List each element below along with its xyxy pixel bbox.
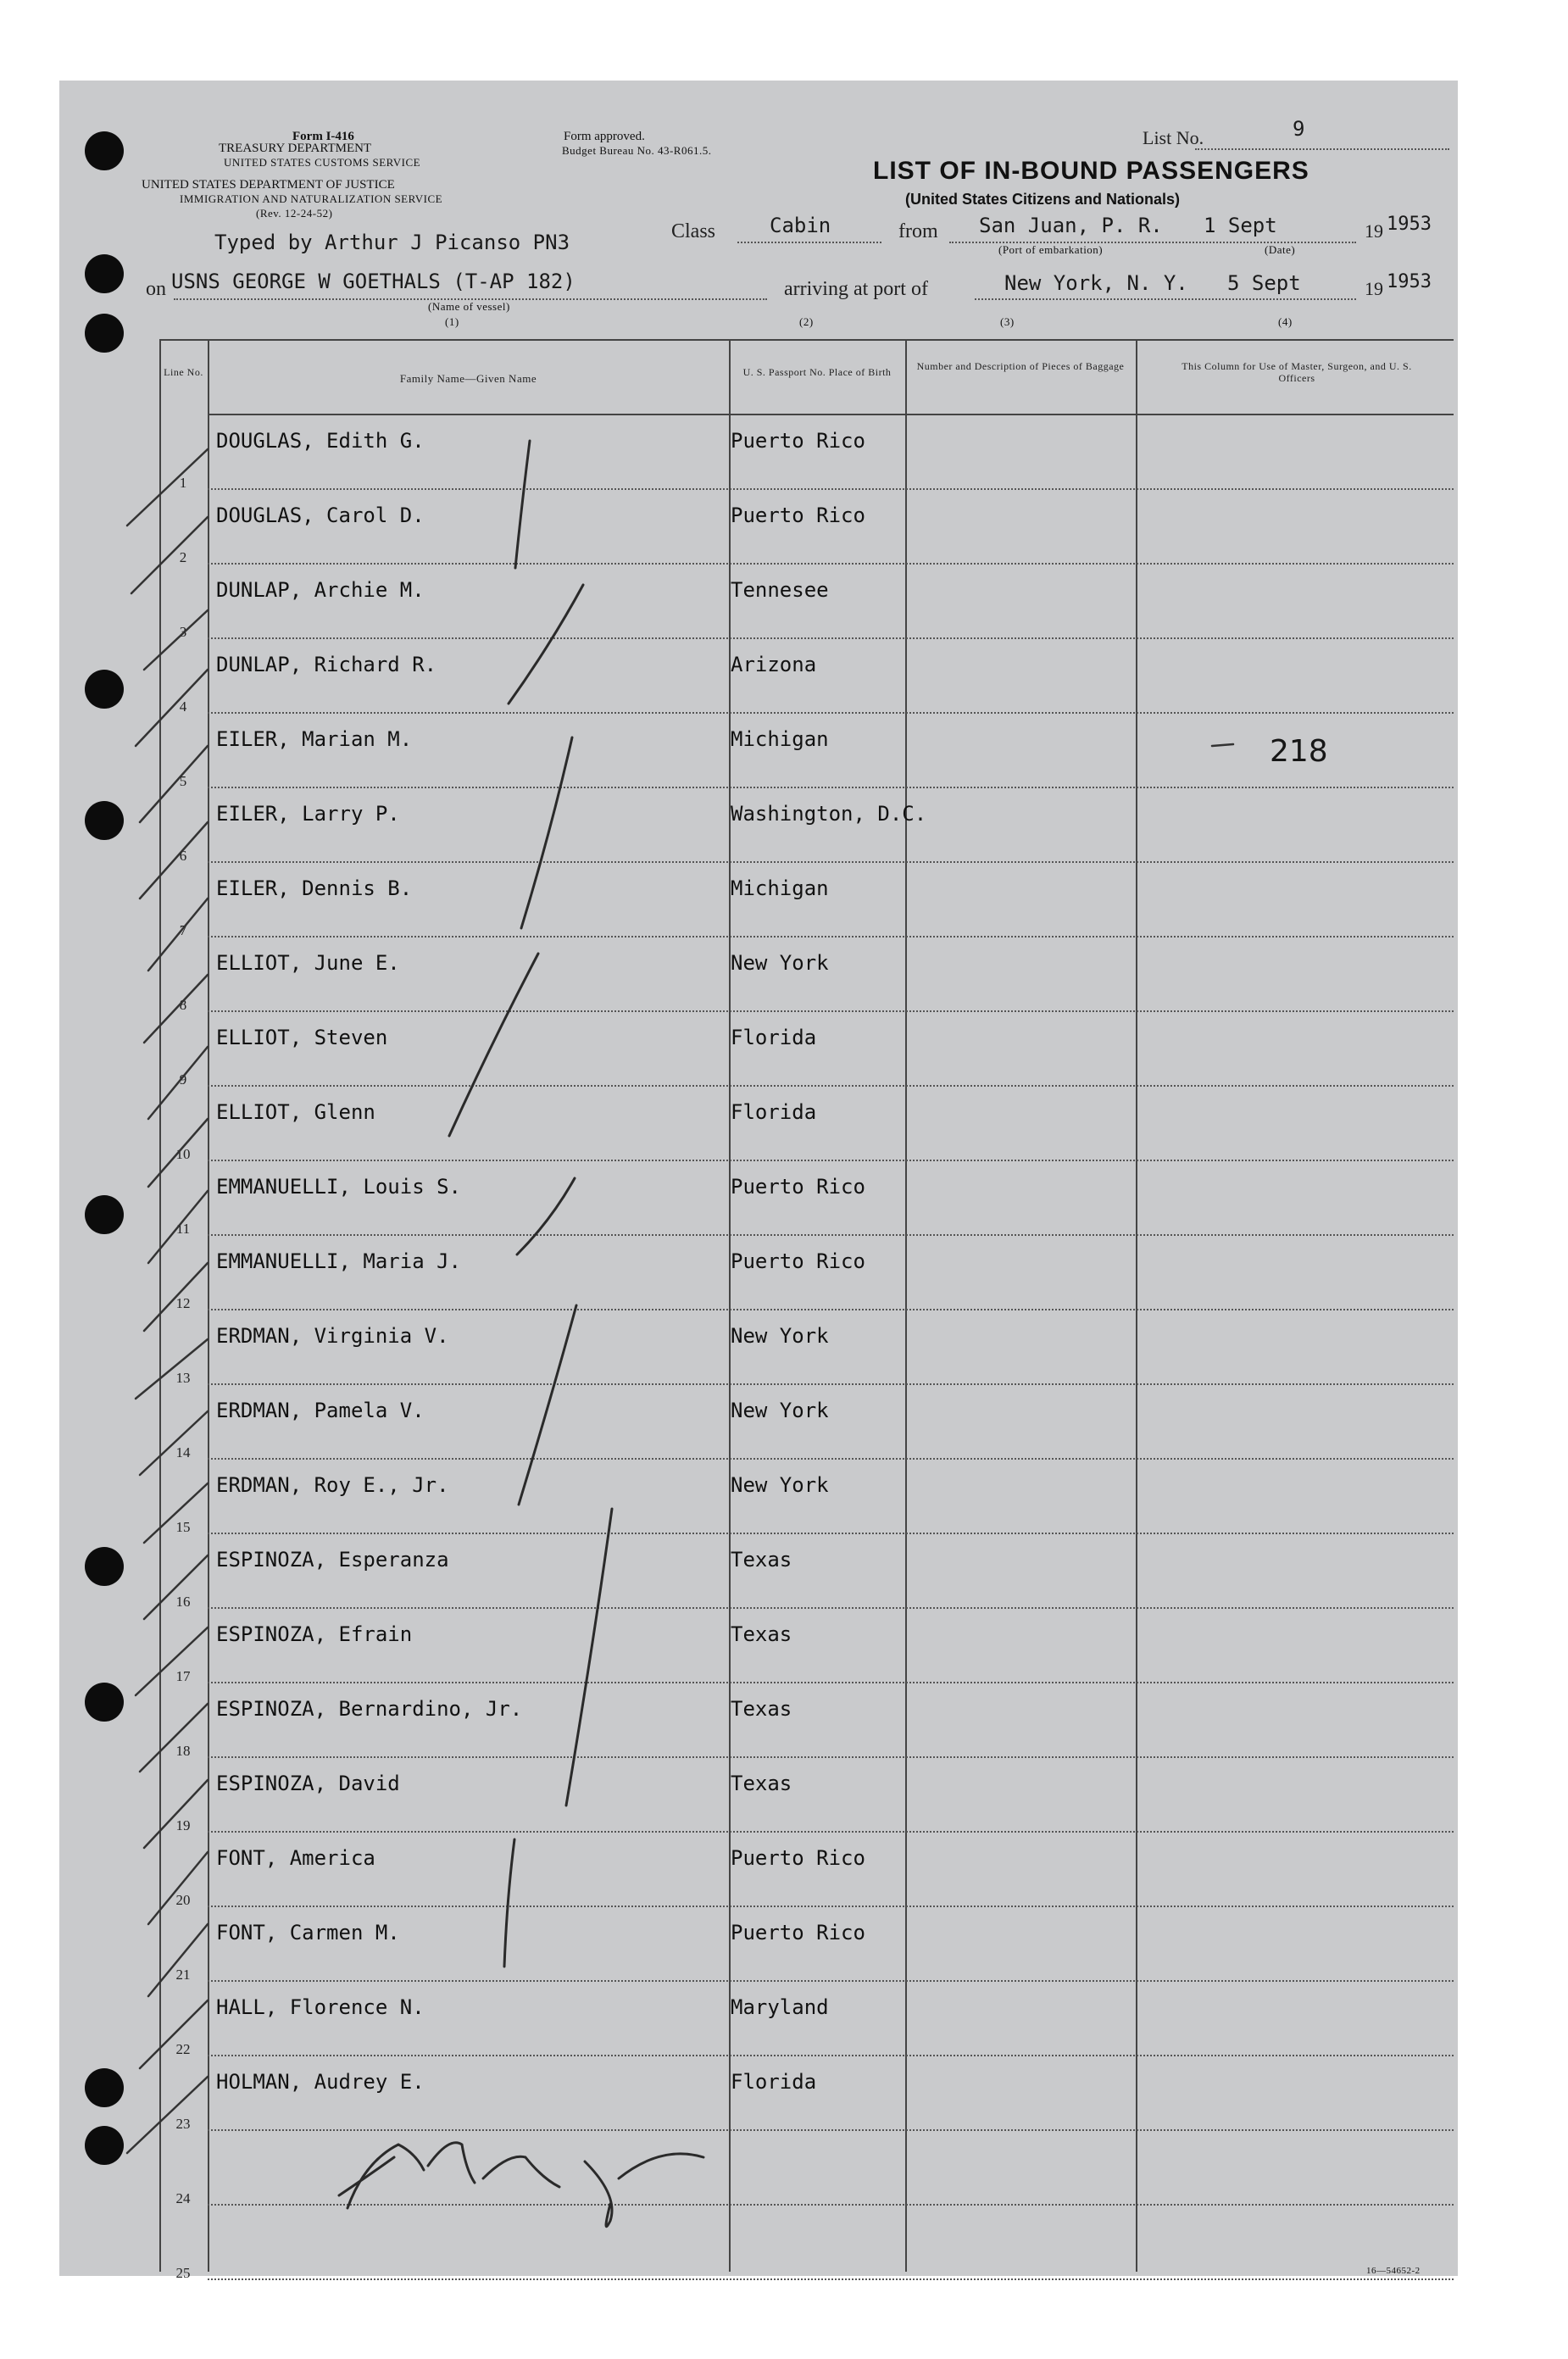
ins-service: IMMIGRATION AND NATURALIZATION SERVICE (180, 192, 443, 205)
line-number: 16 (175, 1594, 191, 1610)
form-subtitle: (United States Citizens and Nationals) (905, 191, 1181, 208)
passenger-name: HOLMAN, Audrey E. (216, 2070, 425, 2094)
passenger-name: DUNLAP, Richard R. (216, 653, 437, 676)
check-mark (515, 441, 530, 568)
col-num-2: (2) (799, 315, 814, 328)
class-label: Class (671, 220, 716, 242)
place-of-birth: Tennesee (731, 578, 829, 602)
list-no-value: 9 (1293, 117, 1305, 141)
header-officers: This Column for Use of Master, Surgeon, and U. S. Officers (1182, 360, 1412, 384)
treasury-dept: TREASURY DEPARTMENT (219, 142, 372, 155)
vessel-caption: (Name of vessel) (428, 300, 510, 313)
passenger-name: ESPINOZA, Esperanza (216, 1548, 449, 1572)
line-number: 19 (175, 1817, 191, 1833)
header-family-name: Family Name—Given Name (399, 372, 537, 385)
on-label: on (146, 278, 166, 300)
place-of-birth: Texas (731, 1548, 792, 1572)
place-of-birth: Puerto Rico (731, 1846, 865, 1870)
arriving-label: arriving at port of (784, 278, 928, 300)
passenger-name: ERDMAN, Virginia V. (216, 1324, 449, 1348)
line-number: 3 (179, 624, 187, 640)
header-baggage: Number and Description of Pieces of Baggage (916, 360, 1125, 372)
passenger-name: ERDMAN, Roy E., Jr. (216, 1473, 449, 1497)
typed-by: Typed by Arthur J Picanso PN3 (214, 231, 570, 254)
year-prefix: 19 (1365, 278, 1383, 299)
line-number: 8 (179, 997, 187, 1013)
passenger-name: EILER, Dennis B. (216, 876, 413, 900)
line-number: 10 (175, 1146, 191, 1162)
place-of-birth: Florida (731, 1100, 817, 1124)
check-mark (566, 1509, 612, 1805)
date-caption: (Date) (1265, 243, 1296, 256)
place-of-birth: Puerto Rico (731, 429, 865, 453)
passenger-name: EILER, Larry P. (216, 802, 400, 826)
line-number: 17 (175, 1668, 191, 1684)
place-of-birth: Texas (731, 1697, 792, 1721)
place-of-birth: Puerto Rico (731, 504, 865, 527)
arrival-date: 5 Sept (1227, 271, 1301, 295)
form-title: LIST OF IN-BOUND PASSENGERS (873, 157, 1309, 185)
form-code: 16—54652-2 (1366, 2266, 1421, 2276)
check-mark (449, 954, 538, 1136)
signature (339, 2143, 703, 2227)
place-of-birth: New York (731, 1473, 829, 1497)
passenger-name: EMMANUELLI, Louis S. (216, 1175, 461, 1199)
place-of-birth: Florida (731, 1026, 817, 1049)
place-of-birth: Puerto Rico (731, 1249, 865, 1273)
passenger-name: ESPINOZA, Bernardino, Jr. (216, 1697, 523, 1721)
line-number: 5 (179, 773, 187, 789)
year-prefix: 19 (1365, 220, 1383, 242)
header-line-no: Line No. (164, 366, 203, 378)
passenger-name: ELLIOT, June E. (216, 951, 400, 975)
line-number: 14 (175, 1444, 191, 1460)
line-number: 1 (179, 475, 187, 491)
justice-dept: UNITED STATES DEPARTMENT OF JUSTICE (142, 178, 395, 192)
officer-annotation: 218 (1270, 734, 1328, 769)
check-mark (517, 1178, 575, 1255)
passenger-name: FONT, Carmen M. (216, 1921, 400, 1945)
place-of-birth: New York (731, 1324, 829, 1348)
header-passport: U. S. Passport No. Place of Birth (742, 366, 892, 378)
line-number: 22 (175, 2041, 191, 2057)
place-of-birth: New York (731, 951, 829, 975)
place-of-birth: Arizona (731, 653, 817, 676)
passenger-name: DOUGLAS, Carol D. (216, 504, 425, 527)
passenger-name: ESPINOZA, Efrain (216, 1622, 413, 1646)
form-number: Form I-416 (292, 130, 354, 143)
embarkation-year: 1953 (1387, 214, 1432, 235)
place-of-birth: Puerto Rico (731, 1175, 865, 1199)
check-mark (521, 737, 572, 928)
passenger-name: HALL, Florence N. (216, 1995, 425, 2019)
place-of-birth: Washington, D.C. (731, 802, 927, 826)
embarkation-date: 1 Sept (1204, 214, 1277, 237)
col-num-3: (3) (1000, 315, 1015, 328)
line-number: 2 (179, 549, 187, 565)
line-number: 21 (175, 1967, 191, 1983)
place-of-birth: Michigan (731, 727, 829, 751)
port-caption: (Port of embarkation) (998, 243, 1104, 256)
line-number: 9 (179, 1071, 187, 1088)
passenger-name: DUNLAP, Archie M. (216, 578, 425, 602)
place-of-birth: Michigan (731, 876, 829, 900)
place-of-birth: Texas (731, 1772, 792, 1795)
line-number: 24 (175, 2190, 191, 2206)
place-of-birth: Texas (731, 1622, 792, 1646)
passenger-name: ELLIOT, Steven (216, 1026, 388, 1049)
passenger-name: DOUGLAS, Edith G. (216, 429, 425, 453)
line-number: 15 (175, 1519, 191, 1535)
customs-service: UNITED STATES CUSTOMS SERVICE (224, 156, 421, 169)
place-of-birth: Puerto Rico (731, 1921, 865, 1945)
line-number: 13 (175, 1370, 191, 1386)
embarkation-port: San Juan, P. R. (979, 214, 1163, 237)
col-num-4: (4) (1278, 315, 1293, 328)
budget-bureau: Budget Bureau No. 43-R061.5. (562, 144, 712, 157)
passenger-name: ESPINOZA, David (216, 1772, 400, 1795)
form-approved: Form approved. (564, 130, 645, 143)
passenger-name: ERDMAN, Pamela V. (216, 1399, 425, 1422)
line-number: 7 (179, 922, 187, 938)
passenger-name: EILER, Marian M. (216, 727, 413, 751)
from-label: from (898, 220, 938, 242)
check-mark (504, 1839, 514, 1967)
place-of-birth: Florida (731, 2070, 817, 2094)
line-number: 20 (175, 1892, 191, 1908)
list-no-label: List No. (1143, 127, 1204, 148)
line-number: 18 (175, 1743, 191, 1759)
passenger-name: FONT, America (216, 1846, 375, 1870)
form-revision: (Rev. 12-24-52) (256, 207, 333, 220)
line-number: 25 (175, 2265, 191, 2281)
line-number: 12 (175, 1295, 191, 1311)
arrival-year: 1953 (1387, 271, 1432, 292)
line-number: 11 (175, 1221, 191, 1237)
line-number: 4 (179, 698, 187, 715)
place-of-birth: New York (731, 1399, 829, 1422)
place-of-birth: Maryland (731, 1995, 829, 2019)
check-mark (509, 585, 583, 704)
passenger-name: ELLIOT, Glenn (216, 1100, 375, 1124)
vessel-name: USNS GEORGE W GOETHALS (T-AP 182) (171, 270, 575, 293)
arrival-port: New York, N. Y. (1004, 271, 1188, 295)
check-mark (519, 1305, 576, 1505)
col-num-1: (1) (445, 315, 459, 328)
class-value: Cabin (770, 214, 831, 237)
line-number: 6 (179, 848, 187, 864)
passenger-name: EMMANUELLI, Maria J. (216, 1249, 461, 1273)
line-number: 23 (175, 2116, 191, 2132)
